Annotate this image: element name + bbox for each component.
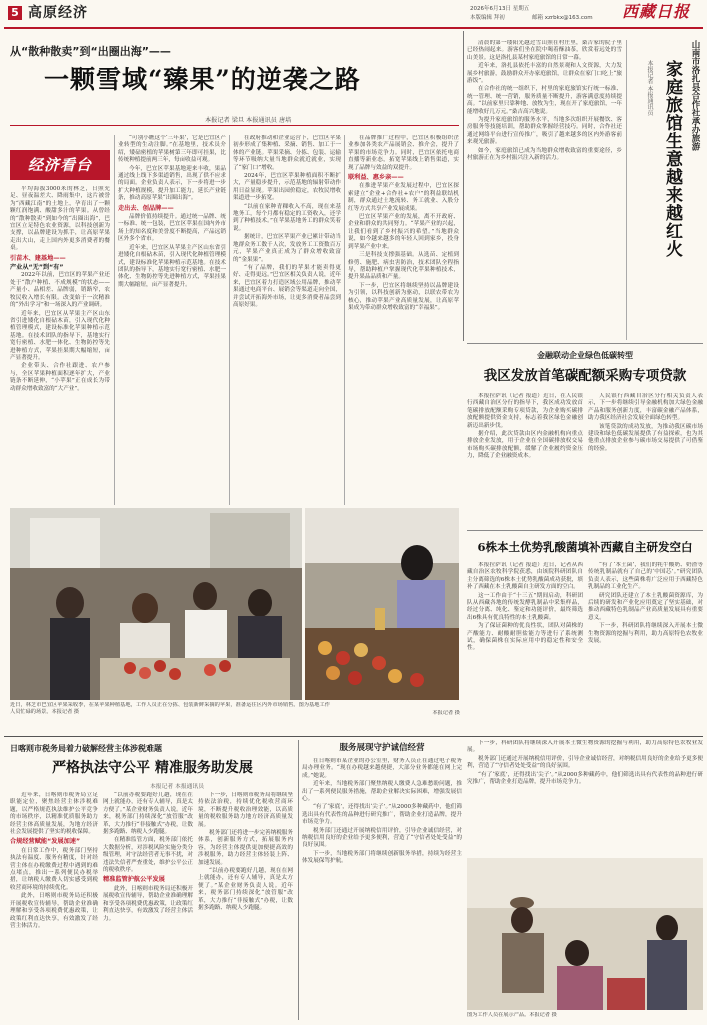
lead-paragraph: 在政府推动和企业运营下，巴宜区苹果初步形成了集种植、采摘、销售、加工于一体的产业链。苹果采摘、分拣、包装、运输等环节吸纳大量当地群众就近就业，实现了“家门口”增收。 — [233, 135, 341, 171]
tax-top-rule — [4, 736, 703, 737]
lead-photo-caption: 近日，林芝市巴宜区苹果采收季，在某苹果种植基地，工作人员正在分拣、包装新鲜采摘的苹果，准备运往区内外市场销售。图为基地工作人员忙碌的场景。本报记者 摄 — [10, 702, 330, 715]
loan-paragraph: 人民银行西藏自治区分行相关负责人表示，下一步将继续引导金融机构加大绿色金融产品和服务创新力度，丰富碳金融产品体系，助力我区经济社会发展全面绿色转型。 — [588, 393, 703, 422]
col-divider — [344, 135, 345, 505]
service-paragraph: 下一步，当地税务部门将继续创新服务举措，持续为经营主体发展保驾护航。 — [302, 850, 462, 865]
lead-byline: 本报记者 梁旦 本报通讯员 唐培 — [205, 117, 292, 124]
lead-paragraph: 在推进苹果产业发展过程中，巴宜区探索建立“企业+合作社+农户”的利益联结机制，群众通过土地流转、务工就业、入股分红等方式共享产业发展成果。 — [348, 183, 459, 212]
email-line: 邮箱 xzrbkx@163.com — [532, 15, 593, 21]
loan-headline: 我区发放首笔碳配额采购专项贷款 — [483, 368, 687, 384]
bacteria-top-rule — [467, 530, 703, 531]
lead-photo-credit: 本报记者 摄 — [432, 710, 460, 716]
side-kicker: 山南市洛扎县合作社承办旅游 — [690, 40, 700, 151]
date-line: 2026年6月13日 星期五 — [470, 6, 530, 12]
tax-paragraph: 此外，日喀则市税务局还积极开展税收宣传辅导，帮助企业准确理解和享受各项税费优惠政策，让政策红利直达快享，有效激发了经营主体活力。 — [103, 885, 193, 922]
section-divider — [298, 740, 299, 1020]
loan-kicker: 金融联动企业绿色低碳转型 — [537, 351, 633, 360]
bacteria-paragraph: “有了‘本土菌’，我们的牦牛酸奶、奶渣等传统乳制品就有了自己的‘中国芯’。”研究团队负责人表示，这些菌株将广泛应用于西藏特色乳制品的工业化生产。 — [588, 562, 703, 591]
lead-paragraph: “以前在家种青稞收入不高，现在来基地务工，每个月都有稳定的工资收入，还学到了种植技术。”在苹果基地务工的群众笑着说。 — [233, 203, 341, 232]
col-divider — [229, 135, 230, 505]
lead-photo-left — [10, 508, 302, 700]
service-paragraph: 下一步，科研团队将继续深入开展本土微生物资源的挖掘与利用，助力高原特色农牧业发展。 — [467, 740, 703, 754]
masthead — [0, 0, 707, 26]
lead-paragraph: 近年来，巴宜区从苹果主产区山东省引进矮化自根砧木苗，引入现代化种植管理模式，建设标准化苹果种植示范基地。在技术团队的指导下，基地实行宽行密植、水肥一体化、生物防控等先进种植方式，苹果挂果期大幅缩短，亩产显著提升。 — [118, 244, 226, 288]
loan-col-1 — [467, 393, 583, 528]
bacteria-paragraph: 研究团队还建立了本土乳酸菌资源库，为后续的研发和产业化应用奠定了坚实基础，对推动西藏特色乳制品产业高质量发展具有重要意义。 — [588, 592, 703, 621]
lead-subhead: 走出去、创品牌—— — [118, 204, 174, 212]
tax-kicker: 日喀则市税务局着力破解经营主体涉税难题 — [10, 744, 162, 753]
lead-paragraph: 下一步，巴宜区将继续坚持以品牌建设为引领，以科技创新为驱动，以联农带农为核心，推动苹果产业高质量发展，让高原苹果成为带动群众增收致富的“幸福果”。 — [348, 282, 459, 311]
bacteria-col-1 — [467, 562, 583, 734]
tax-col-1 — [10, 792, 98, 1020]
loan-paragraph: 本报拉萨讯（记者 报道）近日，在人民银行西藏自治区分行的指导下，我区成功发放首笔碳排放配额采购专项贷款，为企业购买碳排放配额提供资金支持，标志着我区绿色金融创新迈出新步伐。 — [467, 393, 583, 429]
lead-paragraph: 品牌价值持续提升。通过统一品牌、统一标准、统一包装，巴宜区苹果在国内外市场上的知名度和美誉度不断提高，产品远销区外多个省市。 — [118, 214, 226, 243]
service-paragraph: 税务部门还通过开展纳税信用评价，引导企业诚信经营，对纳税信用良好的企业给予更多便利，营造了“守信者处处受益”的良好氛围。 — [467, 755, 703, 770]
lead-paragraph: 平均海拔3000米的林芝，日照充足、昼夜温差大、降雨集中，这片被誉为“西藏江南”的土地上，孕育出了一颗颗红润饱满、酸甜多汁的苹果。从曾经的“散种散卖”到如今的“出圈出海”，巴宜区立足特色农业资源，以科技创新为支撑，以品牌建设为抓手，让高原苹果走出大山，走上国内外更多消费者的餐桌。 — [10, 186, 110, 252]
side-paragraph: 清晨的第一缕阳光越过雪山照在村庄里，桑吉家的院子里已经热闹起来。游客们坐在院中喝着酥油茶，欣赏着远处的雪山美景。这是洛扎县某村家庭旅馆的日常一幕。 — [467, 40, 622, 61]
loan-paragraph: 该笔贷款的成功发放，为推动我区碳市场建设和绿色低碳发展提供了有益探索，也为其他重点排放企业参与碳市场交易提供了可借鉴的经验。 — [588, 423, 703, 452]
loan-col-2 — [588, 393, 703, 528]
section-divider — [463, 31, 464, 341]
lead-col-3 — [233, 135, 341, 505]
side-byline: 本报记者 本报通讯员 — [646, 60, 653, 116]
tax-subhead: 合规经营赋能“发展加速” — [10, 838, 81, 846]
side-paragraph: 近年来，洛扎县依托丰富的自然景观和人文资源，大力发展乡村旅游，鼓励群众开办家庭旅馆，让群众在家门口吃上“旅游饭”。 — [467, 63, 622, 85]
tax-paragraph: 在日常工作中，税务部门坚持执法有温度、服务有精度，针对经营主体在办税缴费过程中遇到的难点堵点，推出一系列便民办税举措，让纳税人缴费人切实感受到税收营商环境的持续优化。 — [10, 847, 98, 891]
bacteria-col-2 — [588, 562, 703, 734]
bacteria-headline: 6株本土优势乳酸菌填补西藏自主研发空白 — [477, 540, 693, 554]
side-headline: 家庭旅馆生意越来越红火 — [662, 60, 682, 258]
service-paragraph: “有了‘家底’，还得找出‘尖子’。”从2000多种藏药中，他们筛选出具有代表性的品种进行研究推广，帮助企业打造品牌，提升市场竞争力。 — [302, 804, 462, 826]
service-paragraph: “有了‘家底’，还得找出‘尖子’。”从2000多种藏药中，他们筛选出具有代表性的品种进行研究推广，帮助企业打造品牌，提升市场竞争力。 — [467, 771, 703, 786]
side-story-body — [467, 40, 622, 340]
side-paragraph: 为提升家庭旅馆的服务水平，当地多次组织开展餐饮、客房服务等技能培训，帮助群众掌握经营技巧。同时，合作社还通过网络平台进行宣传推广，吸引了越来越多的区内外游客前来观光旅游。 — [467, 117, 622, 146]
lead-paragraph: 企业带头、合作社跟进、农户参与，全区苹果种植面积逐年扩大，产业链条不断延伸，“小苹果”正在成长为带动群众增收致富的“大产业”。 — [10, 363, 110, 392]
lead-paragraph: 三是科技支撑强基础。从选苗、定植到修剪、施肥、病虫害防治，技术团队全程指导，帮助种植户掌握现代化苹果种植技术，提升果品品质和产量。 — [348, 252, 459, 281]
photo-apple-stall-icon — [305, 508, 459, 700]
tax-paragraph: “以前办税要跑好几趟，现在在网上就能办，还有专人辅导，真是太方便了。”某企业财务负责人说。近年来，税务部门持续深化“放管服”改革，大力推行“非接触式”办税，让数据多跑路、纳税人少跑腿。 — [103, 792, 193, 836]
service-paragraph: 税务部门还通过开展纳税信用评价，引导企业诚信经营，对纳税信用良好的企业给予更多便利，营造了“守信者处处受益”的良好氛围。 — [302, 827, 462, 849]
service-headline: 服务展现守护诚信经营 — [339, 743, 425, 753]
lead-paragraph: 2022年以前，巴宜区的苹果产业还处于“散户种植、不成规模”的状态——产量小、品相差、品牌弱，销路窄，农牧民收入增长有限。改变始于一次精准的“外出学习”和一场深入的产业调研。 — [10, 272, 110, 309]
service-paragraph: 近年来，当地税务部门聚焦纳税人缴费人急难愁盼问题，推出了一系列便民服务措施，帮助企业解决实际困难，增强发展信心。 — [302, 781, 462, 803]
section-name: 高原经济 — [28, 5, 88, 21]
service-photo-caption: 图为工作人员在展示产品。本报记者 摄 — [467, 1012, 557, 1018]
loan-paragraph: 据介绍，此次贷款由区内金融机构向重点排放企业发放，用于企业在全国碳排放权交易市场购买碳排放配额，缓解了企业履约资金压力，降低了企业融资成本。 — [467, 431, 583, 460]
bacteria-paragraph: 为了保证菌种的优良性状，团队对菌株的产酸能力、耐酸耐胆盐能力等进行了系统测试，确保菌株在实际应用中的稳定性和安全性。 — [467, 623, 583, 652]
service-col-1 — [302, 758, 462, 1020]
side-paragraph: 如今，家庭旅馆已成为当地群众增收致富的重要途径，乡村旅游正在为乡村振兴注入新的活力。 — [467, 147, 622, 162]
lead-paragraph: “有了品牌，我们的苹果才能卖得更好、走得更远。”巴宜区相关负责人说，近年来，巴宜区着力打造区域公用品牌，推动苹果通过电商平台、展销会等渠道走向全国，并尝试开拓海外市场，让更多消费者品尝到高原好果。 — [233, 264, 341, 308]
side-paragraph: 在合作社的统一组织下，村里的家庭旅馆实行统一标准、统一管理、统一营销，服务质量不断提升，游客满意度持续提高。“以前家里只靠种地、放牧为生，现在开了家庭旅馆，一年能增收好几万元。”桑吉高兴地说。 — [467, 86, 622, 115]
bacteria-paragraph: 本报拉萨讯（记者 报道）近日，记者从西藏自治区农牧科学院获悉，由该院科研团队自主分离筛选的6株本土优势乳酸菌成功获批，填补了西藏在本土乳酸菌自主研发方面的空白。 — [467, 562, 583, 591]
lead-paragraph: 2024年，巴宜区苹果种植面积不断扩大，产量稳步提升，示范基地的辐射带动作用日益显现。苹果出园价稳定，农牧民增收渠道进一步拓宽。 — [233, 173, 341, 202]
lead-paragraph: “可别小瞧这个‘三年果’，它是巴宜区产业转型的生动注脚。”在基地里，技术员介绍，矮砧密植的苹果树第三年即可挂果，比传统种植提前两三年，每亩收益可观。 — [118, 135, 226, 164]
tax-paragraph: 在精准监管方面，税务部门依托大数据分析，对涉税风险实施分类分级管理，对守法经营者无事不扰，对违法失信者严查重处，维护公平公正的税收秩序。 — [103, 837, 193, 874]
lead-paragraph: 在品牌推广过程中，巴宜区积极组织企业参加各类农产品展销会、推介会，提升了苹果的市场竞争力。同时，巴宜区依托电商直播等新业态，拓宽苹果线上销售渠道，实现了品牌与效益的双提升。 — [348, 135, 459, 171]
tax-paragraph: 此外，日喀则市税务局还积极开展税收宣传辅导，帮助企业准确理解和享受各项税费优惠政策，让政策红利直达快享，有效激发了经营主体活力。 — [10, 893, 98, 929]
lead-subhead: 引苗木、建基地—— — [10, 254, 66, 262]
editor-line: 本版编辑 拜初 — [470, 15, 505, 21]
lead-paragraph: 据统计，巴宜区苹果产业已累计带动当地群众务工数千人次，发放务工工资数百万元，苹果产业真正成为了群众增收致富的“金果果”。 — [233, 234, 341, 263]
lead-paragraph: 今年，巴宜区苹果基地迎来丰收，果品通过线上线下多渠道销售，出现了供不应求的局面。企业负责人表示，下一步将进一步扩大种植规模，提升加工能力，延长产业链条，推动高原苹果“出圈出海”。 — [118, 165, 226, 202]
lead-paragraph: 巴宜区苹果产业的发展，离不开政府、企业和群众的共同努力。“苹果产业的兴起，让我们看到了乡村振兴的希望。”当地群众说，如今越来越多的年轻人回到家乡，投身到苹果产业中来。 — [348, 214, 459, 250]
tax-col-2 — [103, 792, 193, 1020]
side-divider — [626, 40, 627, 340]
service-paragraph: 在日喀则市某企业的办公室里，财务人员正在通过电子税务局办理业务。“现在办税越来越便捷，大部分业务都能在网上完成。”她说。 — [302, 758, 462, 779]
tax-col-3 — [198, 792, 293, 1020]
lead-headline: 一颗雪域“臻果”的逆袭之路 — [44, 65, 361, 94]
photo-craft-display-icon — [467, 858, 703, 1010]
lead-col-2 — [118, 135, 226, 505]
lead-col-1 — [10, 186, 110, 506]
paper-logo: 西藏日报 — [622, 2, 691, 21]
service-col-2 — [467, 740, 703, 855]
tax-byline: 本报记者 本报通讯员 — [150, 784, 205, 790]
col-divider — [114, 135, 115, 505]
lead-byline-rule — [10, 125, 459, 126]
tax-paragraph: 近年来，日喀则市税务局立足职能定位，聚焦经营主体涉税难题，以严格规范执法维护公平竞争的市场秩序，以精准优质服务助力经营主体高质量发展，为地方经济社会发展提供了坚实的税收保障。 — [10, 792, 98, 836]
lead-kicker: 从“散种散卖”到“出圈出海”—— — [10, 45, 171, 58]
tax-subhead: 精准监管护航公平发展 — [103, 876, 165, 884]
service-photo — [467, 858, 703, 1010]
tax-paragraph: “以前办税要跑好几趟，现在在网上就能办，还有专人辅导，真是太方便了。”某企业财务负责人说。近年来，税务部门持续深化“放管服”改革，大力推行“非接触式”办税，让数据多跑路、纳税人少跑腿。 — [198, 868, 293, 912]
tax-paragraph: 税务部门还将进一步完善纳税服务体系，创新服务方式，拓展服务内容，为经营主体提供更加便捷高效的涉税服务，助力经营主体轻装上阵、加速发展。 — [198, 830, 293, 866]
lead-paragraph: 近年来，巴宜区从苹果主产区山东省引进矮化自根砧木苗，引入现代化种植管理模式，建设标准化苹果种植示范基地。在技术团队的指导下，基地实行宽行密植、水肥一体化、生物防控等先进种植方式，苹果挂果期大幅缩短，亩产显著提升。 — [10, 310, 110, 361]
tax-paragraph: 下一步，日喀则市税务局将继续坚持依法治税，持续优化税收营商环境，不断提升税收治理效能，以高质量的税收服务助力地方经济高质量发展。 — [198, 792, 293, 828]
lead-photo-right — [305, 508, 459, 700]
lead-paragraph: 产业从“无”到“有” — [10, 264, 64, 272]
column-label-text: 经济看台 — [27, 156, 92, 174]
tax-headline: 严格执法守公平 精准服务助发展 — [52, 760, 253, 776]
masthead-rule — [4, 27, 703, 29]
bacteria-paragraph: 下一步，科研团队将继续深入开展本土微生物资源的挖掘与利用，助力高原特色农牧业发展。 — [588, 623, 703, 645]
photo-apple-sorting-icon — [10, 508, 302, 700]
bacteria-paragraph: 这一工作由于“十三五”期间启动，科研团队从西藏各地的传统发酵乳制品中采集样品，经过分离、纯化、鉴定和功能评价，最终筛选出6株具有优良特性的本土乳酸菌。 — [467, 592, 583, 621]
loan-top-rule — [467, 343, 703, 344]
lead-col-4 — [348, 135, 459, 505]
column-label-badge — [10, 150, 110, 180]
page-number-box: 5 — [8, 6, 22, 20]
lead-subhead: 联利益、惠乡亲—— — [348, 174, 404, 182]
